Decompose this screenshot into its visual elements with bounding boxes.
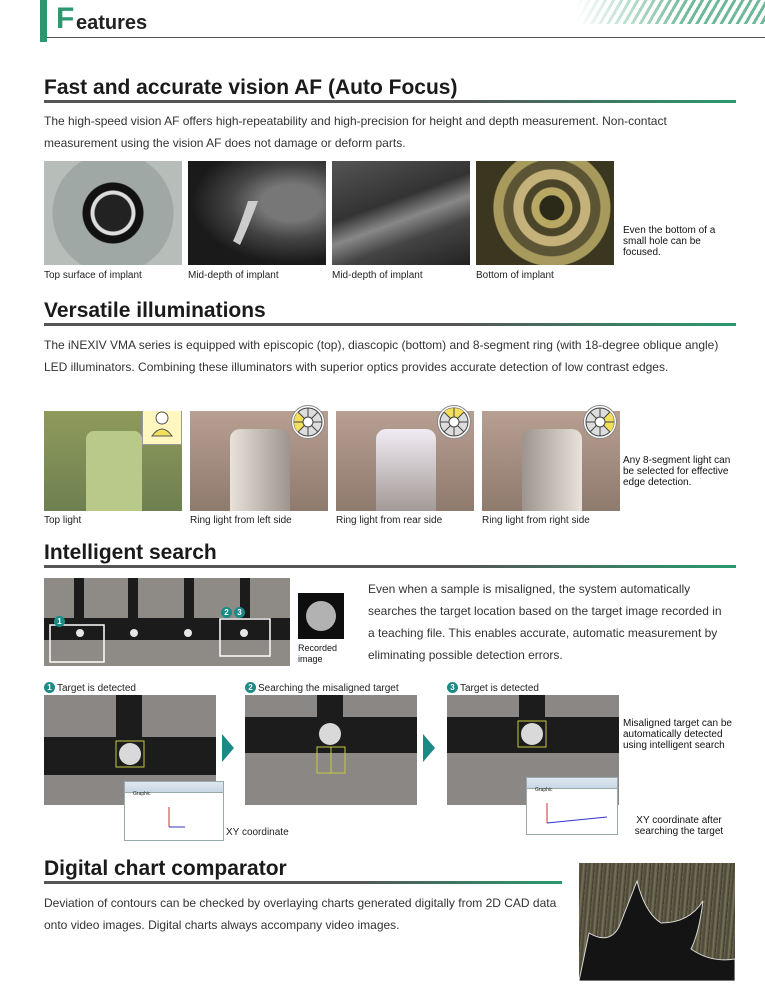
recorded-image	[298, 593, 344, 639]
note-illumination: Any 8-segment light can be selected for effective edge detection.	[623, 455, 731, 488]
ring-left-subject	[230, 429, 290, 511]
photo-bottom-implant	[476, 161, 614, 265]
photo-chart-comparator	[579, 863, 735, 981]
top-light-subject	[86, 431, 142, 511]
step-2-label: 2 Searching the misaligned target	[245, 682, 399, 695]
header-stripe-decoration	[575, 0, 765, 24]
caption-ring-right: Ring light from right side	[482, 515, 590, 526]
xy-coordinate-label: XY coordinate	[226, 827, 289, 838]
ring-segment-rear-icon	[437, 405, 471, 439]
recorded-image-label: Recorded image	[298, 643, 338, 664]
section-rule-illumination	[44, 323, 736, 326]
xy-plot-icon	[125, 793, 223, 841]
photo-step-2	[245, 695, 417, 805]
recorded-image-target	[306, 601, 336, 631]
caption-mid-depth-1: Mid-depth of implant	[188, 270, 279, 281]
header-title-initial: F	[56, 2, 75, 35]
section-title-chart: Digital chart comparator	[44, 857, 287, 880]
section-rule-chart	[44, 881, 562, 884]
step-2-graphic	[245, 695, 417, 805]
arrow-right-icon-2	[423, 734, 435, 762]
search-overview-graphic	[44, 578, 290, 666]
xy-after-label: XY coordinate after searching the target	[634, 815, 724, 837]
caption-top-surface: Top surface of implant	[44, 270, 142, 281]
caption-mid-depth-2: Mid-depth of implant	[332, 270, 423, 281]
section-rule-search	[44, 565, 736, 568]
note-af: Even the bottom of a small hole can be focused.	[623, 225, 716, 258]
step-3-label: 3 Target is detected	[447, 682, 539, 695]
xy-window-1	[124, 781, 224, 841]
caption-ring-rear: Ring light from rear side	[336, 515, 443, 526]
section-title-af: Fast and accurate vision AF (Auto Focus)	[44, 76, 458, 99]
note-search: Misaligned target can be automatically detected using intelligent search	[623, 718, 732, 751]
gear-contour-graphic	[579, 863, 735, 981]
section-body-af: The high-speed vision AF offers high-repeatability and high-precision for height and depth measurement. Non-contact measurement using the vision AF does not damage or deform parts.	[44, 114, 667, 150]
xy-window-2	[526, 777, 618, 835]
arrow-right-icon-1	[222, 734, 234, 762]
ring-segment-right-icon	[583, 405, 617, 439]
header-accent-bar	[40, 0, 47, 42]
lamp-icon	[143, 411, 181, 444]
ring-right-subject	[522, 429, 582, 511]
caption-ring-left: Ring light from left side	[190, 515, 292, 526]
caption-top-light: Top light	[44, 515, 82, 526]
xy-window-2-titlebar: Graphic	[527, 778, 617, 789]
section-body-illumination: The iNEXIV VMA series is equipped with episcopic (top), diascopic (bottom) and 8-segment ring (with 18-degree oblique angle) LED illuminators. Combining these illuminators with superior optics provides accurate detection of low contrast edges.	[44, 338, 719, 374]
xy-plot-after-icon	[527, 789, 617, 835]
header-underline	[47, 37, 765, 38]
photo-mid-depth-implant-1	[188, 161, 326, 265]
photo-search-overview	[44, 578, 290, 666]
photo-top-surface-implant	[44, 161, 182, 265]
section-body-chart: Deviation of contours can be checked by overlaying charts generated digitally from 2D CAD data onto video images. Digital charts always accompany video images.	[44, 896, 557, 932]
section-title-illumination: Versatile illuminations	[44, 299, 266, 322]
photo-mid-depth-implant-2	[332, 161, 470, 265]
top-light-badge-icon	[142, 411, 182, 445]
step-1-label: 1 Target is detected	[44, 682, 136, 695]
header-title: eatures	[76, 12, 148, 34]
xy-window-1-titlebar: Graphic	[125, 782, 223, 793]
section-body-search: Even when a sample is misaligned, the system automatically searches the target location based on the target image recorded in a teaching file. This enables accurate, automatic measurement by eliminating possible detection errors.	[368, 582, 722, 662]
section-title-search: Intelligent search	[44, 541, 217, 564]
caption-bottom: Bottom of implant	[476, 270, 554, 281]
section-rule-af	[44, 100, 736, 103]
ring-segment-left-icon	[291, 405, 325, 439]
ring-rear-subject	[376, 429, 436, 511]
implant-thread-graphic	[188, 161, 326, 265]
search-marker-1: 1	[54, 612, 67, 630]
search-marker-2-3: 2 3	[221, 603, 247, 621]
photo-top-light	[44, 411, 182, 511]
